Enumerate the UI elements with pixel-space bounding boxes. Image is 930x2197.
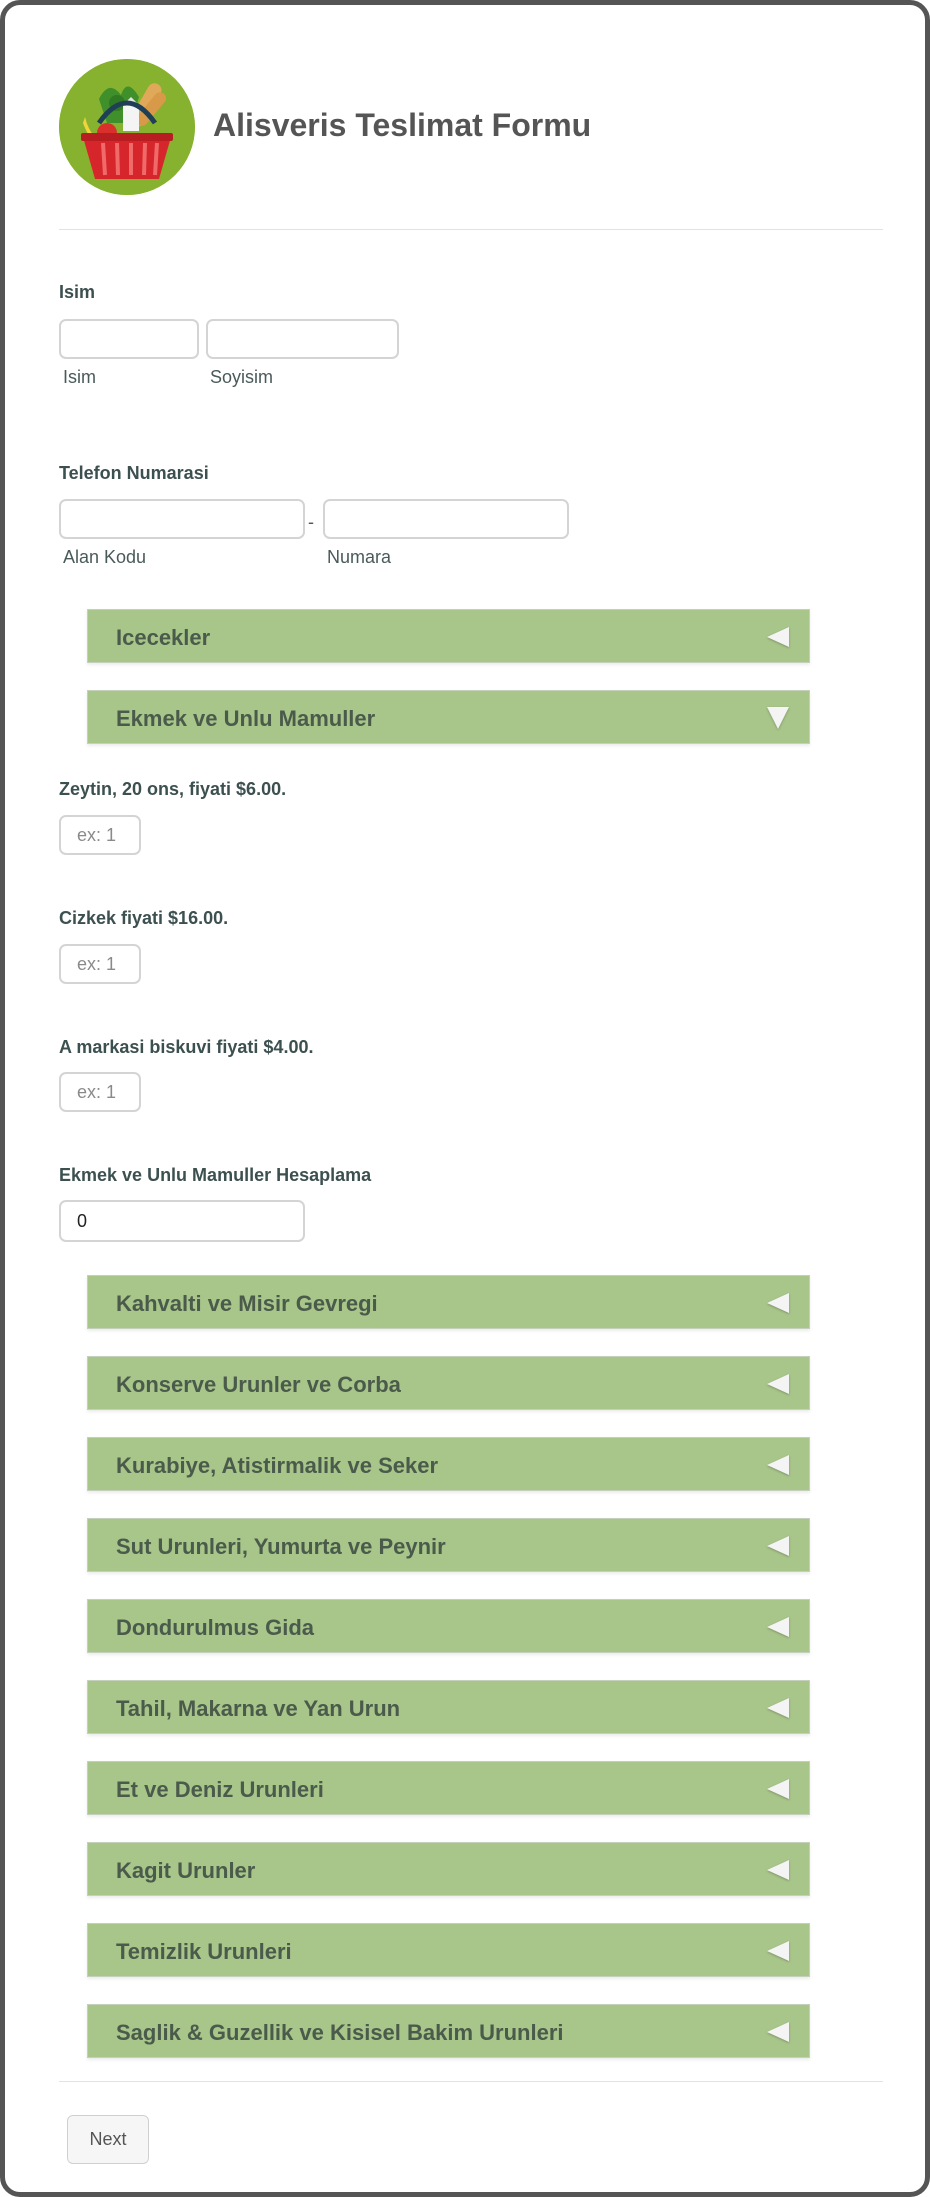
next-button[interactable]: Next — [67, 2115, 149, 2164]
section-label: Kahvalti ve Misir Gevregi — [116, 1291, 378, 1316]
grocery-basket-icon — [59, 59, 195, 195]
arrow-left-icon — [767, 1941, 791, 1961]
section-label: Temizlik Urunleri — [116, 1939, 292, 1964]
section-label: Kagit Urunler — [116, 1858, 256, 1883]
section-label: Konserve Urunler ve Corba — [116, 1372, 401, 1397]
area-code-input[interactable] — [59, 499, 305, 539]
name-label: Isim — [59, 282, 96, 302]
section-temizlik-urunleri[interactable] — [87, 1923, 810, 1977]
section-konserve[interactable] — [87, 1356, 810, 1410]
arrow-left-icon — [767, 2022, 791, 2042]
last-name-sublabel: Soyisim — [210, 367, 274, 387]
section-label: Sut Urunleri, Yumurta ve Peynir — [116, 1534, 446, 1559]
section-ekmek-ve-unlu-mamuller[interactable] — [87, 690, 810, 744]
section-label: Tahil, Makarna ve Yan Urun — [116, 1696, 401, 1721]
arrow-left-icon — [767, 1860, 791, 1880]
section-icecekler[interactable] — [87, 609, 810, 663]
section-kahvalti[interactable] — [87, 1275, 810, 1329]
arrow-left-icon — [767, 1698, 791, 1718]
section-label: Icecekler — [116, 625, 211, 650]
section-et-deniz[interactable] — [87, 1761, 810, 1815]
item-label-biskuvi: A markasi biskuvi fiyati $4.00. — [59, 1037, 314, 1057]
last-name-input[interactable] — [206, 319, 399, 359]
arrow-left-icon — [767, 1536, 791, 1556]
arrow-left-icon — [767, 627, 791, 647]
arrow-down-icon — [767, 708, 791, 728]
section-kurabiye[interactable] — [87, 1437, 810, 1491]
item-label-cizkek: Cizkek fiyati $16.00. — [59, 908, 229, 928]
section-label: Et ve Deniz Urunleri — [116, 1777, 324, 1802]
section-sut-urunleri[interactable] — [87, 1518, 810, 1572]
item-quantity-biskuvi[interactable] — [59, 1072, 141, 1112]
arrow-left-icon — [767, 1617, 791, 1637]
first-name-input[interactable] — [59, 319, 199, 359]
arrow-left-icon — [767, 1455, 791, 1475]
area-code-sublabel: Alan Kodu — [63, 547, 147, 567]
phone-number-input[interactable] — [323, 499, 569, 539]
arrow-left-icon — [767, 1293, 791, 1313]
section-tahil-makarna[interactable] — [87, 1680, 810, 1734]
item-label-zeytin: Zeytin, 20 ons, fiyati $6.00. — [59, 779, 287, 799]
section-saglik-guzellik[interactable] — [87, 2004, 810, 2058]
item-quantity-zeytin[interactable] — [59, 815, 141, 855]
calculation-label: Ekmek ve Unlu Mamuller Hesaplama — [59, 1165, 372, 1185]
section-kagit-urunler[interactable] — [87, 1842, 810, 1896]
form-header — [59, 59, 883, 230]
arrow-left-icon — [767, 1374, 791, 1394]
phone-number-sublabel: Numara — [327, 547, 392, 567]
section-label: Dondurulmus Gida — [116, 1615, 314, 1640]
phone-label: Telefon Numarasi — [59, 463, 209, 483]
calculation-value: 0 — [59, 1200, 305, 1242]
arrow-left-icon — [767, 1779, 791, 1799]
footer-divider — [59, 2081, 883, 2082]
section-dondurulmus-gida[interactable] — [87, 1599, 810, 1653]
section-label: Kurabiye, Atistirmalik ve Seker — [116, 1453, 439, 1478]
form-title: Alisveris Teslimat Formu — [213, 107, 592, 143]
first-name-sublabel: Isim — [63, 367, 96, 387]
phone-separator: - — [308, 512, 314, 532]
section-label: Saglik & Guzellik ve Kisisel Bakim Urunleri — [116, 2020, 564, 2045]
section-label: Ekmek ve Unlu Mamuller — [116, 706, 376, 731]
item-quantity-cizkek[interactable] — [59, 944, 141, 984]
